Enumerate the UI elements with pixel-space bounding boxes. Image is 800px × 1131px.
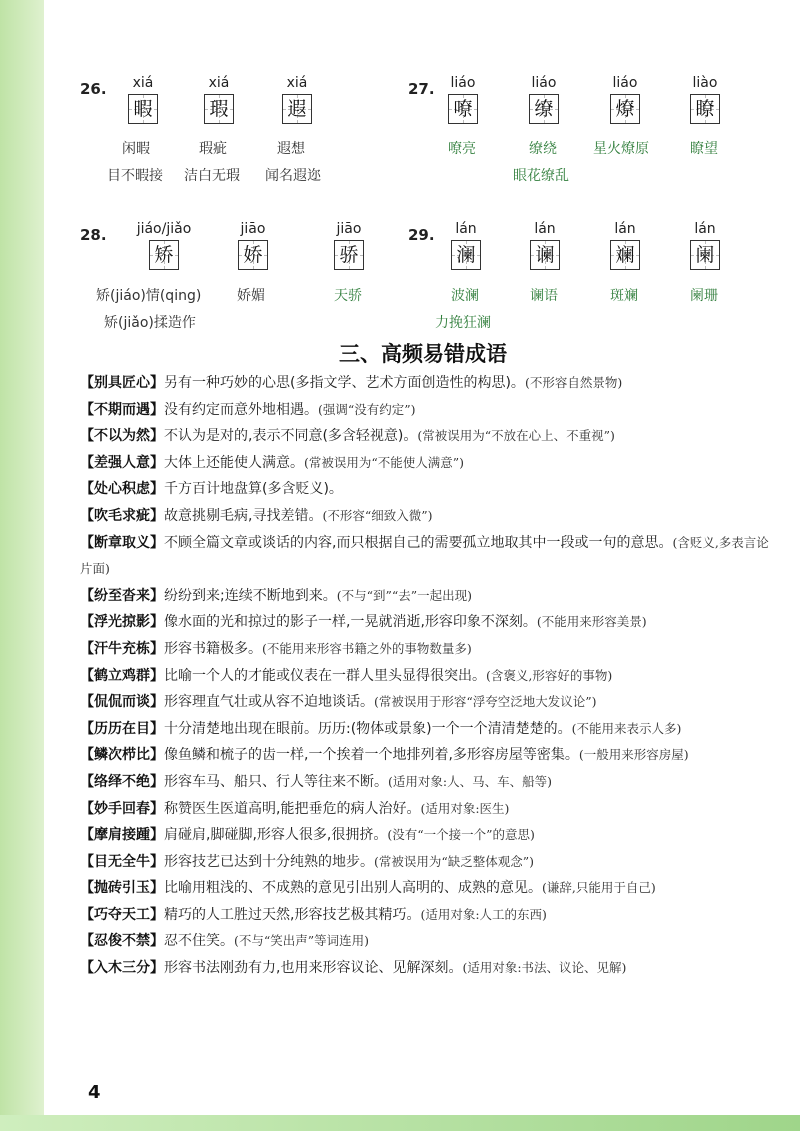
bottom-decor-band (0, 1115, 800, 1131)
word: 洁白无瑕 (184, 168, 240, 184)
left-decor-band (0, 0, 44, 1131)
pinyin: lán (694, 221, 716, 237)
char-box (448, 94, 478, 124)
char-cell (194, 74, 244, 124)
character: 娇 (243, 244, 263, 266)
word: 眼花缭乱 (513, 168, 569, 184)
idiom-term: 【不以为然】 (80, 428, 164, 445)
idiom-term: 【络绎不绝】 (80, 773, 164, 790)
char-cell (600, 220, 650, 270)
char-cell (228, 220, 278, 270)
idiom-entry (80, 530, 780, 583)
page-number: 4 (88, 1082, 101, 1103)
pinyin: xiá (286, 75, 308, 91)
idiom-note: (一般用来形容房屋) (578, 747, 689, 763)
idiom-term: 【目无全牛】 (80, 853, 164, 870)
char-box (451, 240, 481, 270)
pinyin: jiáo/jiǎo (136, 221, 192, 237)
pinyin: jiāo (240, 221, 266, 237)
word: 目不暇接 (107, 168, 163, 184)
idiom-note: (适用对象:医生) (420, 800, 510, 816)
word: 星火燎原 (593, 141, 649, 157)
char-cell (118, 74, 168, 124)
idiom-term: 【处心积虑】 (80, 481, 164, 498)
character: 燎 (615, 98, 635, 120)
char-cell (272, 74, 322, 124)
word: 矫(jiǎo)揉造作 (104, 315, 196, 331)
idiom-definition: 不认为是对的,表示不同意(多含轻视意)。 (164, 428, 418, 445)
word: 缭绕 (529, 141, 557, 157)
char-cell (680, 74, 730, 124)
idiom-definition: 纷纷到来;连续不断地到来。 (164, 587, 337, 604)
pinyin: liáo (531, 75, 557, 91)
idiom-entry (80, 902, 780, 929)
idiom-entry (80, 742, 780, 769)
idiom-definition: 故意挑剔毛病,寻找差错。 (164, 507, 323, 524)
idiom-entry (80, 609, 780, 636)
char-box (529, 94, 559, 124)
idiom-term: 【忍俊不禁】 (80, 933, 164, 950)
idiom-entry (80, 370, 780, 397)
idiom-entry (80, 928, 780, 955)
idiom-definition: 另有一种巧妙的心思(多指文学、艺术方面创造性的构思)。 (164, 375, 525, 391)
character: 澜 (456, 244, 476, 266)
idiom-definition: 形容书法刚劲有力,也用来形容议论、见解深刻。 (164, 960, 463, 977)
group-number: 27. (408, 80, 435, 98)
idiom-definition: 比喻用粗浅的、不成熟的意见引出别人高明的、成熟的意见。 (164, 880, 542, 897)
word: 力挽狂澜 (435, 315, 491, 331)
idiom-definition: 肩碰肩,脚碰脚,形容人很多,很拥挤。 (164, 827, 388, 844)
idiom-term: 【断章取义】 (80, 534, 164, 551)
char-cell (519, 74, 569, 124)
idiom-note: (含贬义,多表言论片面) (80, 534, 769, 577)
idiom-entry (80, 769, 780, 796)
idiom-definition: 忍不住笑。 (164, 933, 234, 950)
word: 瑕疵 (199, 141, 227, 157)
char-box (690, 240, 720, 270)
char-cell (680, 220, 730, 270)
idiom-entry (80, 849, 780, 876)
idiom-definition: 称赞医生医道高明,能把垂危的病人治好。 (164, 800, 421, 817)
idiom-entry (80, 875, 780, 902)
idiom-term: 【汗牛充栋】 (80, 640, 164, 657)
idiom-entry (80, 663, 780, 690)
char-box (690, 94, 720, 124)
char-cell (324, 220, 374, 270)
idiom-definition: 不顾全篇文章或谈话的内容,而只根据自己的需要孤立地取其中一段或一句的意思。 (164, 534, 673, 551)
idiom-entry (80, 822, 780, 849)
idiom-note: (常被误用于形容“浮夸空泛地大发议论”) (374, 694, 597, 710)
idiom-term: 【浮光掠影】 (80, 614, 164, 631)
idiom-note: (不能用来形容书籍之外的事物数量多) (262, 640, 472, 656)
idiom-term: 【巧夺天工】 (80, 906, 164, 923)
idiom-term: 【吹毛求疵】 (80, 507, 164, 524)
pinyin: xiá (208, 75, 230, 91)
idiom-definition: 比喻一个人的才能或仪表在一群人里头显得很突出。 (164, 667, 486, 684)
idiom-entry (80, 955, 780, 982)
idiom-entry (80, 423, 780, 450)
char-box (238, 240, 268, 270)
char-cell (438, 74, 488, 124)
idiom-entry (80, 397, 780, 424)
group-number: 26. (80, 80, 107, 98)
character: 阑 (695, 244, 715, 266)
idiom-term: 【摩肩接踵】 (80, 827, 164, 844)
word: 遐想 (277, 141, 305, 157)
group-number: 28. (80, 226, 107, 244)
idiom-definition: 形容理直气壮或从容不迫地谈话。 (164, 694, 374, 711)
word: 闲暇 (122, 141, 150, 157)
group-number: 29. (408, 226, 435, 244)
idiom-entry (80, 450, 780, 477)
idiom-note: (不能用来表示人多) (571, 720, 682, 736)
char-box (530, 240, 560, 270)
idiom-entry (80, 583, 780, 610)
word: 阑珊 (690, 288, 718, 304)
word: 闻名遐迩 (265, 168, 321, 184)
idiom-note: (不形容自然景物) (524, 375, 623, 390)
char-box (204, 94, 234, 124)
pinyin: lán (534, 221, 556, 237)
character: 缭 (534, 98, 554, 120)
char-cell (441, 220, 491, 270)
character: 瞭 (695, 98, 715, 120)
char-cell (520, 220, 570, 270)
idiom-term: 【纷至沓来】 (80, 587, 164, 604)
character: 暇 (133, 98, 153, 120)
character: 遐 (287, 98, 307, 120)
idiom-note: (常被误用为“缺乏整体观念”) (374, 853, 535, 869)
idiom-note: (含褒义,形容好的事物) (486, 667, 613, 683)
pinyin: xiá (132, 75, 154, 91)
idiom-term: 【历历在目】 (80, 720, 164, 737)
word: 谰语 (530, 288, 558, 304)
character: 骄 (339, 244, 359, 266)
idiom-note: (适用对象:书法、议论、见解) (462, 960, 627, 976)
char-box (334, 240, 364, 270)
idiom-definition: 像水面的光和掠过的影子一样,一晃就消逝,形容印象不深刻。 (164, 614, 537, 631)
char-box (610, 240, 640, 270)
idiom-entry (80, 503, 780, 530)
document-page (46, 0, 800, 1115)
char-box (282, 94, 312, 124)
pinyin: liào (692, 75, 718, 91)
idiom-term: 【鹤立鸡群】 (80, 667, 164, 684)
idiom-note: (适用对象:人工的东西) (420, 906, 547, 922)
idiom-definition: 没有约定而意外地相遇。 (164, 401, 318, 418)
idiom-definition: 形容技艺已达到十分纯熟的地步。 (164, 853, 374, 870)
character: 谰 (535, 244, 555, 266)
char-box (128, 94, 158, 124)
section-title: 三、高频易错成语 (339, 342, 507, 366)
idiom-note: (没有“一个接一个”的意思) (387, 827, 535, 843)
idiom-entry (80, 636, 780, 663)
idiom-list (80, 370, 780, 982)
char-box (149, 240, 179, 270)
idiom-note: (常被误用为“不能使人满意”) (304, 454, 465, 470)
idiom-term: 【妙手回春】 (80, 800, 164, 817)
idiom-note: (不与“笑出声”等词连用) (234, 933, 370, 949)
idiom-entry (80, 796, 780, 823)
character: 瑕 (209, 98, 229, 120)
word: 天骄 (334, 288, 362, 304)
character: 斓 (615, 244, 635, 266)
idiom-definition: 十分清楚地出现在眼前。历历:(物体或景象)一个一个清清楚楚的。 (164, 720, 572, 737)
char-cell (600, 74, 650, 124)
idiom-definition: 大体上还能使人满意。 (164, 454, 304, 471)
idiom-note: (适用对象:人、马、车、船等) (388, 773, 552, 789)
pinyin: lán (455, 221, 477, 237)
idiom-note: (常被误用为“不放在心上、不重视”) (417, 428, 615, 444)
idiom-definition: 形容书籍极多。 (164, 640, 262, 657)
idiom-definition: 精巧的人工胜过天然,形容技艺极其精巧。 (164, 906, 421, 923)
word: 娇媚 (237, 288, 265, 304)
idiom-entry (80, 716, 780, 743)
word: 瞭望 (690, 141, 718, 157)
idiom-term: 【侃侃而谈】 (80, 694, 164, 711)
idiom-term: 【差强人意】 (80, 454, 164, 471)
word: 波澜 (451, 288, 479, 304)
word: 斑斓 (610, 288, 638, 304)
idiom-note: (强调“没有约定”) (318, 401, 416, 417)
word: 矫(jiáo)情(qing) (96, 288, 202, 304)
idiom-entry (80, 689, 780, 716)
idiom-note: (不能用来形容美景) (536, 614, 647, 630)
idiom-term: 【鳞次栉比】 (80, 747, 164, 764)
idiom-term: 【入木三分】 (80, 960, 164, 977)
pinyin: liáo (612, 75, 638, 91)
idiom-note: (不与“到”“去”一起出现) (336, 587, 473, 603)
character: 嘹 (453, 98, 473, 120)
idiom-note: (不形容“细致入微”) (322, 507, 433, 523)
pinyin: lán (614, 221, 636, 237)
idiom-note: (谦辞,只能用于自己) (542, 880, 656, 896)
idiom-term: 【不期而遇】 (80, 401, 164, 418)
pinyin: liáo (450, 75, 476, 91)
idiom-term: 【别具匠心】 (80, 375, 164, 391)
idiom-definition: 像鱼鳞和梳子的齿一样,一个挨着一个地排列着,多形容房屋等密集。 (164, 747, 579, 764)
idiom-term: 【抛砖引玉】 (80, 880, 164, 897)
word: 嘹亮 (448, 141, 476, 157)
pinyin: jiāo (336, 221, 362, 237)
char-cell (124, 220, 204, 270)
idiom-definition: 形容车马、船只、行人等往来不断。 (164, 773, 388, 790)
idiom-definition: 千方百计地盘算(多含贬义)。 (164, 481, 343, 498)
idiom-entry (80, 476, 780, 503)
character: 矫 (154, 244, 174, 266)
char-box (610, 94, 640, 124)
